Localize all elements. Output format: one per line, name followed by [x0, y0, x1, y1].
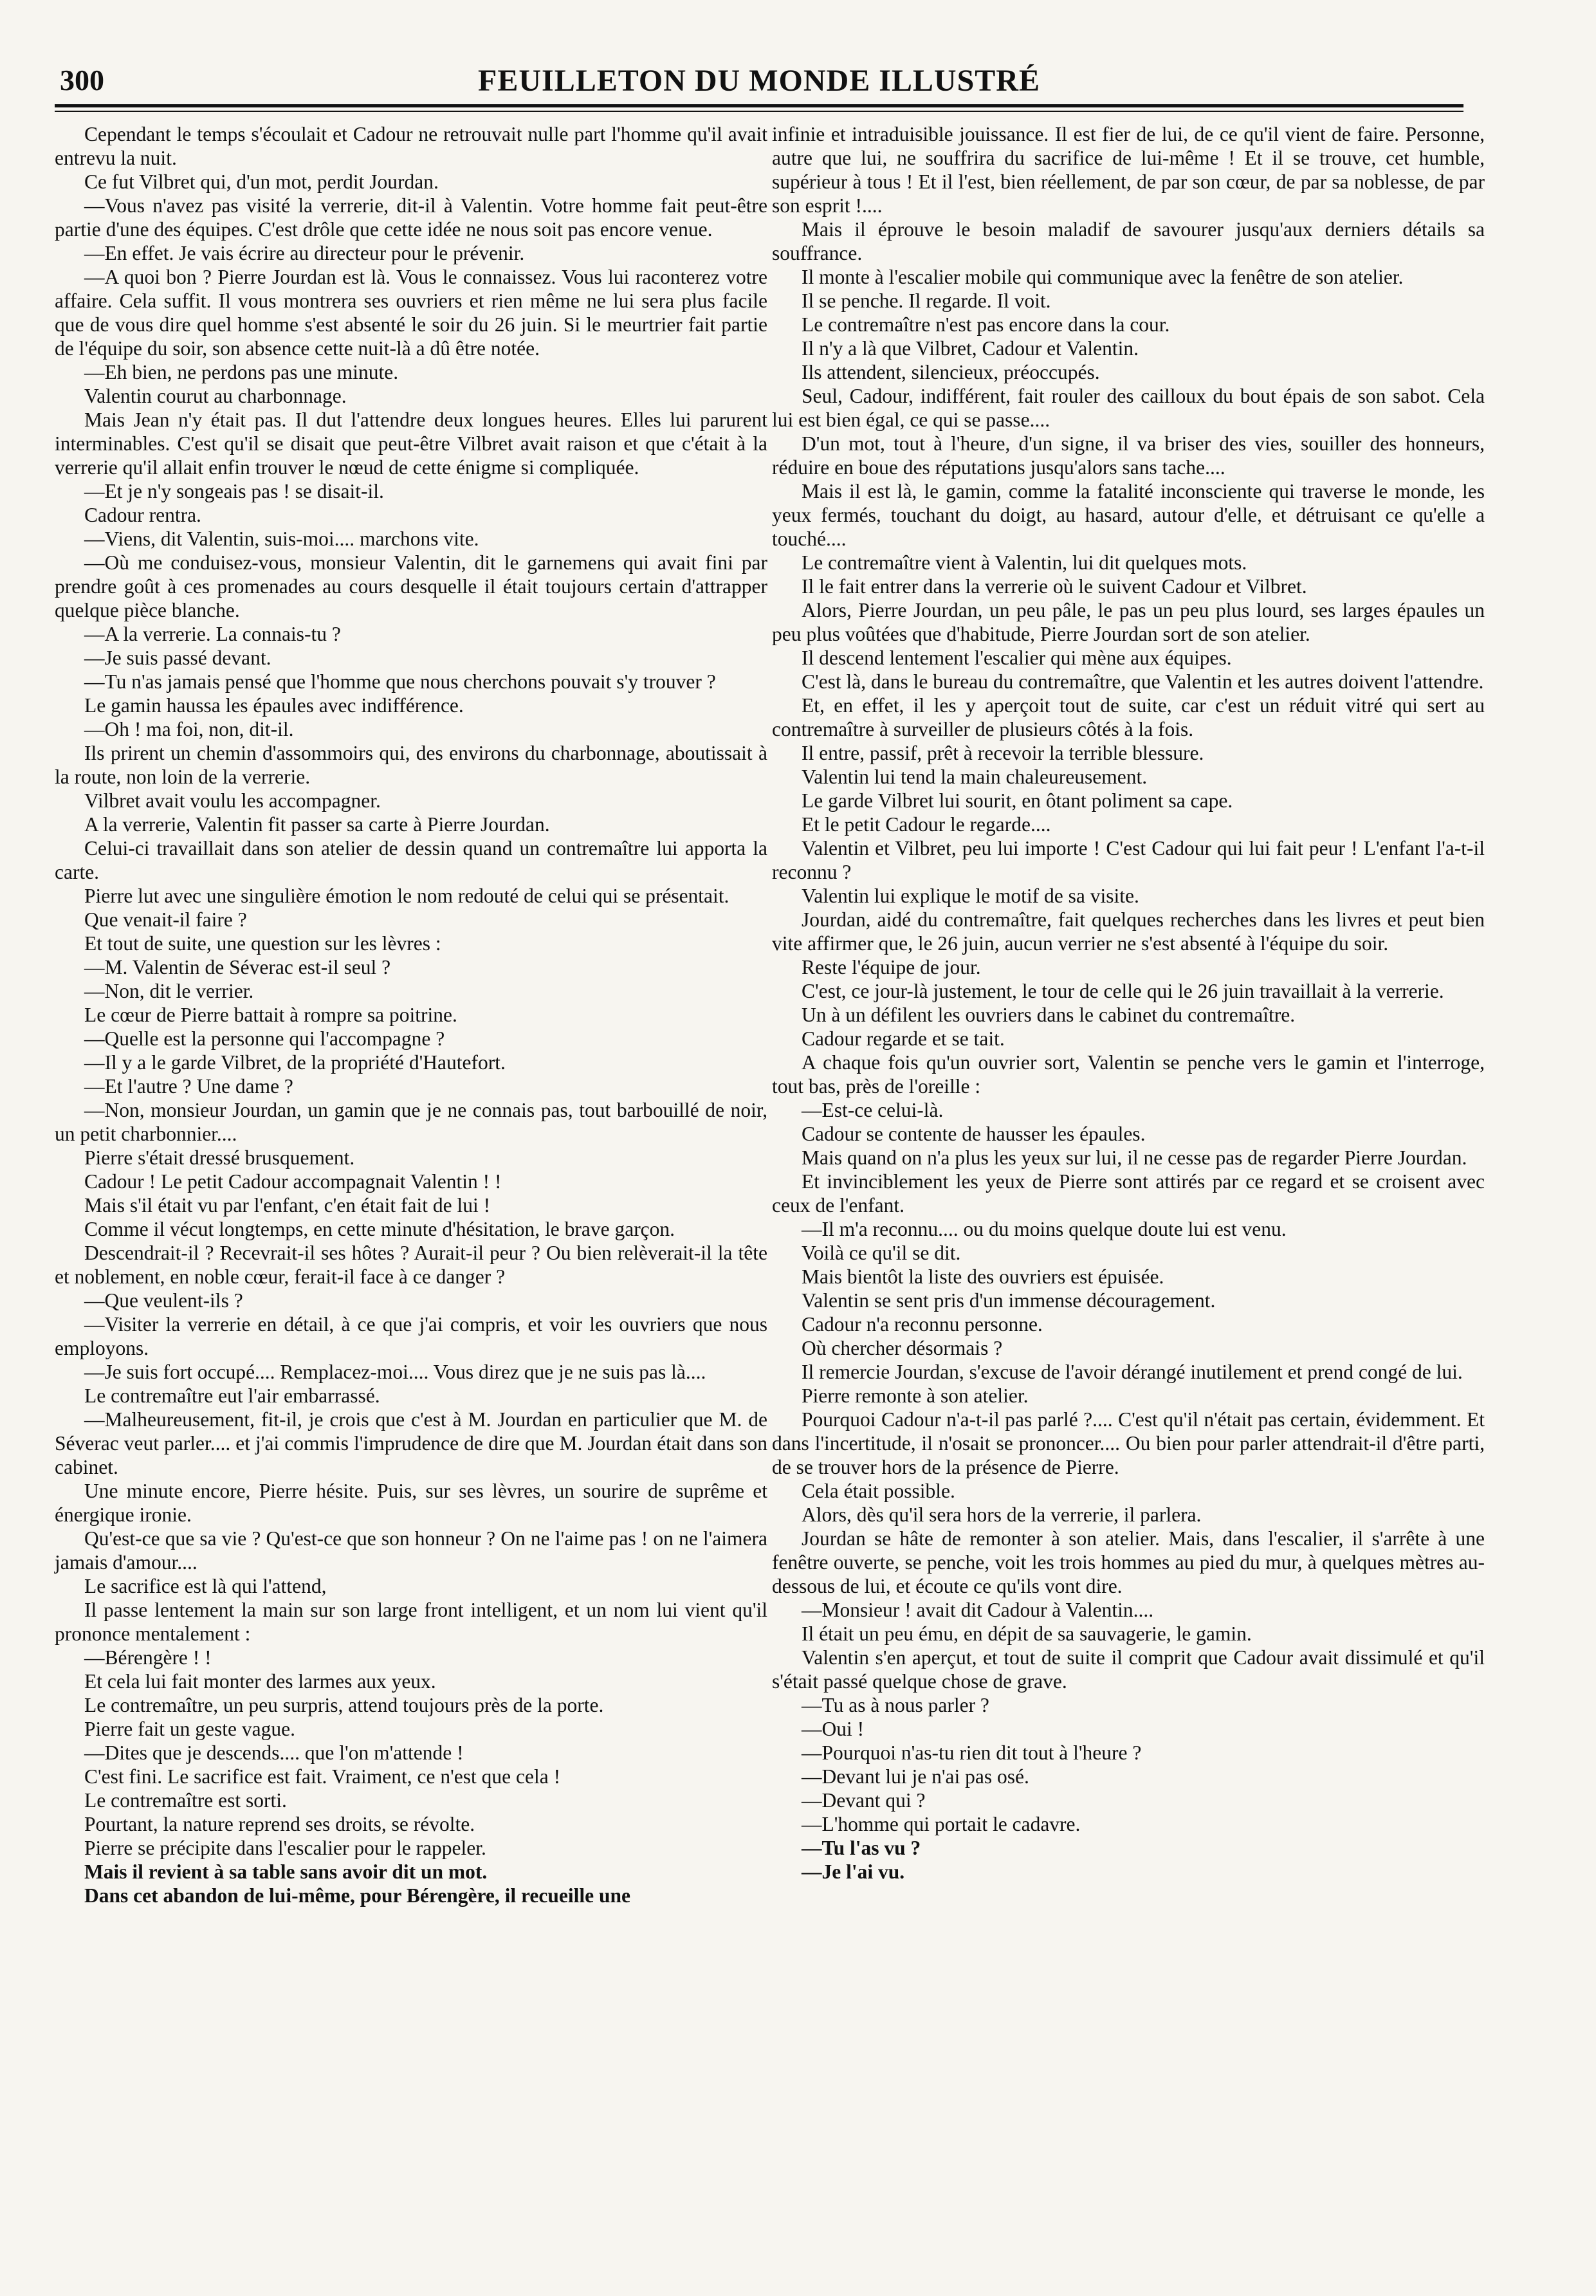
- left-column: [55, 122, 767, 1907]
- running-title: FEUILLETON DU MONDE ILLUSTRÉ: [478, 64, 1040, 98]
- paragraph: Mais il revient à sa table sans avoir dit un mot.: [84, 1860, 488, 1883]
- paragraph: Et tout de suite, une question sur les lèvres :: [84, 932, 441, 955]
- paragraph: Il le fait entrer dans la verrerie où le suivent Cadour et Vilbret.: [802, 575, 1307, 598]
- paragraph: —A la verrerie. La connais-tu ?: [84, 623, 341, 645]
- paragraph: —Je suis passé devant.: [84, 647, 271, 669]
- paragraph: —Oh ! ma foi, non, dit-il.: [84, 718, 294, 740]
- paragraph: infinie et intraduisible jouissance. Il est fier de lui, de ce qu'il vient de faire. Personne, autre que lui, ne souffrira du sacrifice de lui-même ! Et il se trouve, cet humble, supérieur à tous ! Et il l'est, bien réellement, de par son cœur, de par sa noblesse, de par son esprit !....: [772, 123, 1485, 217]
- paragraph: Le cœur de Pierre battait à rompre sa poitrine.: [84, 1004, 457, 1026]
- paragraph: Le contremaître, un peu surpris, attend toujours près de la porte.: [84, 1694, 604, 1716]
- paragraph: Où chercher désormais ?: [802, 1337, 1003, 1359]
- paragraph: Pierre fait un geste vague.: [84, 1718, 295, 1740]
- paragraph: Le contremaître n'est pas encore dans la cour.: [802, 313, 1170, 336]
- paragraph: Mais Jean n'y était pas. Il dut l'attendre deux longues heures. Elles lui parurent interminables. C'est qu'il se disait que peut-être Vilbret avait raison et que c'était à la verrerie qu'il allait enfin trouver le nœud de cette énigme si compliquée.: [55, 409, 767, 479]
- paragraph: Cela était possible.: [802, 1480, 955, 1502]
- paragraph: Valentin lui explique le motif de sa visite.: [802, 885, 1139, 907]
- paragraph: —Devant qui ?: [802, 1789, 926, 1812]
- paragraph: Reste l'équipe de jour.: [802, 956, 981, 978]
- paragraph: —Monsieur ! avait dit Cadour à Valentin....: [802, 1599, 1154, 1621]
- page-header: [55, 51, 1463, 109]
- paragraph: —Et l'autre ? Une dame ?: [84, 1075, 293, 1097]
- paragraph: Cadour regarde et se tait.: [802, 1027, 1005, 1050]
- paragraph: Qu'est-ce que sa vie ? Qu'est-ce que son honneur ? On ne l'aime pas ! on ne l'aimera jamais d'amour....: [55, 1527, 767, 1574]
- paragraph: Il descend lentement l'escalier qui mène aux équipes.: [802, 647, 1232, 669]
- paragraph: Il n'y a là que Vilbret, Cadour et Valentin.: [802, 337, 1139, 360]
- paragraph: Jourdan se hâte de remonter à son atelier. Mais, dans l'escalier, il s'arrête à une fenêtre ouverte, se penche, voit les trois hommes au pied du mur, à quelques mètres au-dessous de lui, et écoute ce qu'ils vont dire.: [772, 1527, 1485, 1597]
- paragraph: Il était un peu ému, en dépit de sa sauvagerie, le gamin.: [802, 1622, 1252, 1645]
- paragraph: Mais quand on n'a plus les yeux sur lui, il ne cesse pas de regarder Pierre Jourdan.: [802, 1146, 1467, 1169]
- paragraph: Alors, dès qu'il sera hors de la verrerie, il parlera.: [802, 1503, 1202, 1526]
- paragraph: Le garde Vilbret lui sourit, en ôtant poliment sa cape.: [802, 789, 1233, 812]
- paragraph: Il se penche. Il regarde. Il voit.: [802, 289, 1051, 312]
- paragraph: Valentin se sent pris d'un immense découragement.: [802, 1289, 1216, 1312]
- paragraph: Mais bientôt la liste des ouvriers est épuisée.: [802, 1265, 1164, 1288]
- paragraph: —Est-ce celui-là.: [802, 1099, 944, 1121]
- paragraph: Ils prirent un chemin d'assommoirs qui, des environs du charbonnage, aboutissait à la route, non loin de la verrerie.: [55, 742, 767, 788]
- paragraph: D'un mot, tout à l'heure, d'un signe, il va briser des vies, souiller des honneurs, réduire en boue des réputations jusqu'alors sans tache....: [772, 432, 1485, 479]
- paragraph: Il monte à l'escalier mobile qui communique avec la fenêtre de son atelier.: [802, 266, 1404, 288]
- paragraph: C'est fini. Le sacrifice est fait. Vraiment, ce n'est que cela !: [84, 1765, 561, 1788]
- paragraph: C'est, ce jour-là justement, le tour de celle qui le 26 juin travaillait à la verrerie.: [802, 980, 1444, 1002]
- paragraph: Mais il éprouve le besoin maladif de savourer jusqu'aux derniers détails sa souffrance.: [772, 218, 1485, 264]
- paragraph: Et, en effet, il les y aperçoit tout de suite, car c'est un réduit vitré qui sert au contremaître à surveiller de plusieurs côtés à la fois.: [772, 694, 1485, 740]
- paragraph: —Pourquoi n'as-tu rien dit tout à l'heure ?: [802, 1741, 1142, 1764]
- paragraph: Pourquoi Cadour n'a-t-il pas parlé ?.... C'est qu'il n'était pas certain, évidemment. Et dans l'incertitude, il n'osait se prononcer.... Ou bien pour parler attendrait-il d'être parti, de se trouver hors de la présence de Pierre.: [772, 1408, 1485, 1478]
- paragraph: Pierre lut avec une singulière émotion le nom redouté de celui qui se présentait.: [84, 885, 729, 907]
- paragraph: Le contremaître vient à Valentin, lui dit quelques mots.: [802, 551, 1247, 574]
- paragraph: —Eh bien, ne perdons pas une minute.: [84, 361, 399, 383]
- paragraph: —Non, monsieur Jourdan, un gamin que je ne connais pas, tout barbouillé de noir, un petit charbonnier....: [55, 1099, 767, 1145]
- paragraph: —Je suis fort occupé.... Remplacez-moi.... Vous direz que je ne suis pas là....: [84, 1361, 706, 1383]
- paragraph: Une minute encore, Pierre hésite. Puis, sur ses lèvres, un sourire de suprême et énergique ironie.: [55, 1480, 767, 1526]
- paragraph: Valentin courut au charbonnage.: [84, 385, 347, 407]
- paragraph: —Visiter la verrerie en détail, à ce que j'ai compris, et voir les ouvriers que nous employons.: [55, 1313, 767, 1359]
- paragraph: —Je l'ai vu.: [802, 1860, 905, 1883]
- paragraph: A la verrerie, Valentin fit passer sa carte à Pierre Jourdan.: [84, 813, 550, 836]
- paragraph: —A quoi bon ? Pierre Jourdan est là. Vous le connaissez. Vous lui raconterez votre affaire. Cela suffit. Il vous montrera ses ouvriers et rien même ne lui sera plus facile que de vous dire quel homme s'est absenté le soir du 26 juin. Si le meurtrier fait partie de l'équipe du soir, son absence cette nuit-là a dû être notée.: [55, 266, 767, 360]
- paragraph: Et invinciblement les yeux de Pierre sont attirés par ce regard et se croisent avec ceux de l'enfant.: [772, 1170, 1485, 1217]
- paragraph: Cadour se contente de hausser les épaules.: [802, 1123, 1146, 1145]
- paragraph: Valentin s'en aperçut, et tout de suite il comprit que Cadour avait dissimulé et qu'il s'était passé quelque chose de grave.: [772, 1646, 1485, 1693]
- paragraph: Que venait-il faire ?: [84, 908, 247, 931]
- paragraph: C'est là, dans le bureau du contremaître, que Valentin et les autres doivent l'attendre.: [802, 670, 1484, 693]
- paragraph: Il passe lentement la main sur son large front intelligent, et un nom lui vient qu'il prononce mentalement :: [55, 1599, 767, 1645]
- paragraph: —Oui !: [802, 1718, 865, 1740]
- paragraph: Celui-ci travaillait dans son atelier de dessin quand un contremaître lui apporta la carte.: [55, 837, 767, 883]
- paragraph: —Il y a le garde Vilbret, de la propriété d'Hautefort.: [84, 1051, 506, 1074]
- paragraph: —Dites que je descends.... que l'on m'attende !: [84, 1741, 464, 1764]
- paragraph: Pierre remonte à son atelier.: [802, 1384, 1029, 1407]
- paragraph: Et cela lui fait monter des larmes aux yeux.: [84, 1670, 436, 1693]
- paragraph: —Viens, dit Valentin, suis-moi.... marchons vite.: [84, 528, 479, 550]
- paragraph: Mais il est là, le gamin, comme la fatalité inconsciente qui traverse le monde, les yeux fermés, touchant du doigt, au hasard, autour d'elle, et détruisant ce qu'elle a touché....: [772, 480, 1485, 550]
- paragraph: Cependant le temps s'écoulait et Cadour ne retrouvait nulle part l'homme qu'il avait entrevu la nuit.: [55, 123, 767, 169]
- paragraph: Comme il vécut longtemps, en cette minute d'hésitation, le brave garçon.: [84, 1218, 675, 1240]
- paragraph: Valentin lui tend la main chaleureusement.: [802, 766, 1148, 788]
- paragraph: Il entre, passif, prêt à recevoir la terrible blessure.: [802, 742, 1204, 764]
- header-rule: [55, 104, 1463, 107]
- header-rule-thin: [55, 111, 1463, 112]
- paragraph: Le gamin haussa les épaules avec indifférence.: [84, 694, 464, 717]
- paragraph: —Bérengère ! !: [84, 1646, 212, 1669]
- paragraph: —M. Valentin de Séverac est-il seul ?: [84, 956, 391, 978]
- paragraph: —L'homme qui portait le cadavre.: [802, 1813, 1081, 1835]
- paragraph: Cadour n'a reconnu personne.: [802, 1313, 1043, 1336]
- paragraph: —Vous n'avez pas visité la verrerie, dit-il à Valentin. Votre homme fait peut-être partie d'une des équipes. C'est drôle que cette idée ne nous soit pas encore venue.: [55, 194, 767, 241]
- paragraph: Valentin et Vilbret, peu lui importe ! C'est Cadour qui lui fait peur ! L'enfant l'a-t-il reconnu ?: [772, 837, 1485, 883]
- paragraph: Pierre s'était dressé brusquement.: [84, 1146, 355, 1169]
- paragraph: —Que veulent-ils ?: [84, 1289, 243, 1312]
- paragraph: Cadour rentra.: [84, 504, 201, 526]
- paragraph: Vilbret avait voulu les accompagner.: [84, 789, 381, 812]
- paragraph: Cadour ! Le petit Cadour accompagnait Valentin ! !: [84, 1170, 502, 1193]
- paragraph: Alors, Pierre Jourdan, un peu pâle, le pas un peu plus lourd, ses larges épaules un peu plus voûtées que d'habitude, Pierre Jourdan sort de son atelier.: [772, 599, 1485, 645]
- paragraph: —Devant lui je n'ai pas osé.: [802, 1765, 1029, 1788]
- paragraph: —Malheureusement, fit-il, je crois que c'est à M. Jourdan en particulier que M. de Séverac veut parler.... et j'ai commis l'imprudence de dire que M. Jourdan était dans son cabinet.: [55, 1408, 767, 1478]
- paragraph: Dans cet abandon de lui-même, pour Bérengère, il recueille une: [84, 1884, 630, 1907]
- paragraph: —Tu as à nous parler ?: [802, 1694, 989, 1716]
- paragraph: —En effet. Je vais écrire au directeur pour le prévenir.: [84, 242, 525, 264]
- paragraph: A chaque fois qu'un ouvrier sort, Valentin se penche vers le gamin et l'interroge, tout bas, près de l'oreille :: [772, 1051, 1485, 1097]
- paragraph: —Tu l'as vu ?: [802, 1837, 921, 1859]
- paragraph: Pourtant, la nature reprend ses droits, se révolte.: [84, 1813, 475, 1835]
- paragraph: Et le petit Cadour le regarde....: [802, 813, 1051, 836]
- paragraph: —Quelle est la personne qui l'accompagne ?: [84, 1027, 445, 1050]
- paragraph: Pierre se précipite dans l'escalier pour le rappeler.: [84, 1837, 486, 1859]
- paragraph: —Non, dit le verrier.: [84, 980, 254, 1002]
- paragraph: Descendrait-il ? Recevrait-il ses hôtes ? Aurait-il peur ? Ou bien relèverait-il la tête et noblement, en noble cœur, ferait-il face à ce danger ?: [55, 1242, 767, 1288]
- paragraph: Ils attendent, silencieux, préoccupés.: [802, 361, 1100, 383]
- paragraph: —Où me conduisez-vous, monsieur Valentin, dit le garnemens qui avait fini par prendre goût à ces promenades au cours desquelle il était toujours certain d'attrapper quelque pièce blanche.: [55, 551, 767, 621]
- paragraph: Un à un défilent les ouvriers dans le cabinet du contremaître.: [802, 1004, 1296, 1026]
- right-column: [772, 122, 1485, 1884]
- paragraph: Voilà ce qu'il se dit.: [802, 1242, 961, 1264]
- paragraph: —Et je n'y songeais pas ! se disait-il.: [84, 480, 384, 502]
- paragraph: Ce fut Vilbret qui, d'un mot, perdit Jourdan.: [84, 170, 439, 193]
- page-number: 300: [60, 64, 104, 96]
- paragraph: Le contremaître eut l'air embarrassé.: [84, 1384, 380, 1407]
- paragraph: Seul, Cadour, indifférent, fait rouler des cailloux du bout épais de son sabot. Cela lui est bien égal, ce qui se passe....: [772, 385, 1485, 431]
- paragraph: —Il m'a reconnu.... ou du moins quelque doute lui est venu.: [802, 1218, 1287, 1240]
- paragraph: Mais s'il était vu par l'enfant, c'en était fait de lui !: [84, 1194, 491, 1217]
- paragraph: Il remercie Jourdan, s'excuse de l'avoir dérangé inutilement et prend congé de lui.: [802, 1361, 1463, 1383]
- paragraph: Le sacrifice est là qui l'attend,: [84, 1575, 327, 1597]
- paragraph: Jourdan, aidé du contremaître, fait quelques recherches dans les livres et peut bien vite affirmer que, le 26 juin, aucun verrier ne s'est absenté à l'équipe du soir.: [772, 908, 1485, 955]
- paragraph: Le contremaître est sorti.: [84, 1789, 287, 1812]
- paragraph: —Tu n'as jamais pensé que l'homme que nous cherchons pouvait s'y trouver ?: [84, 670, 716, 693]
